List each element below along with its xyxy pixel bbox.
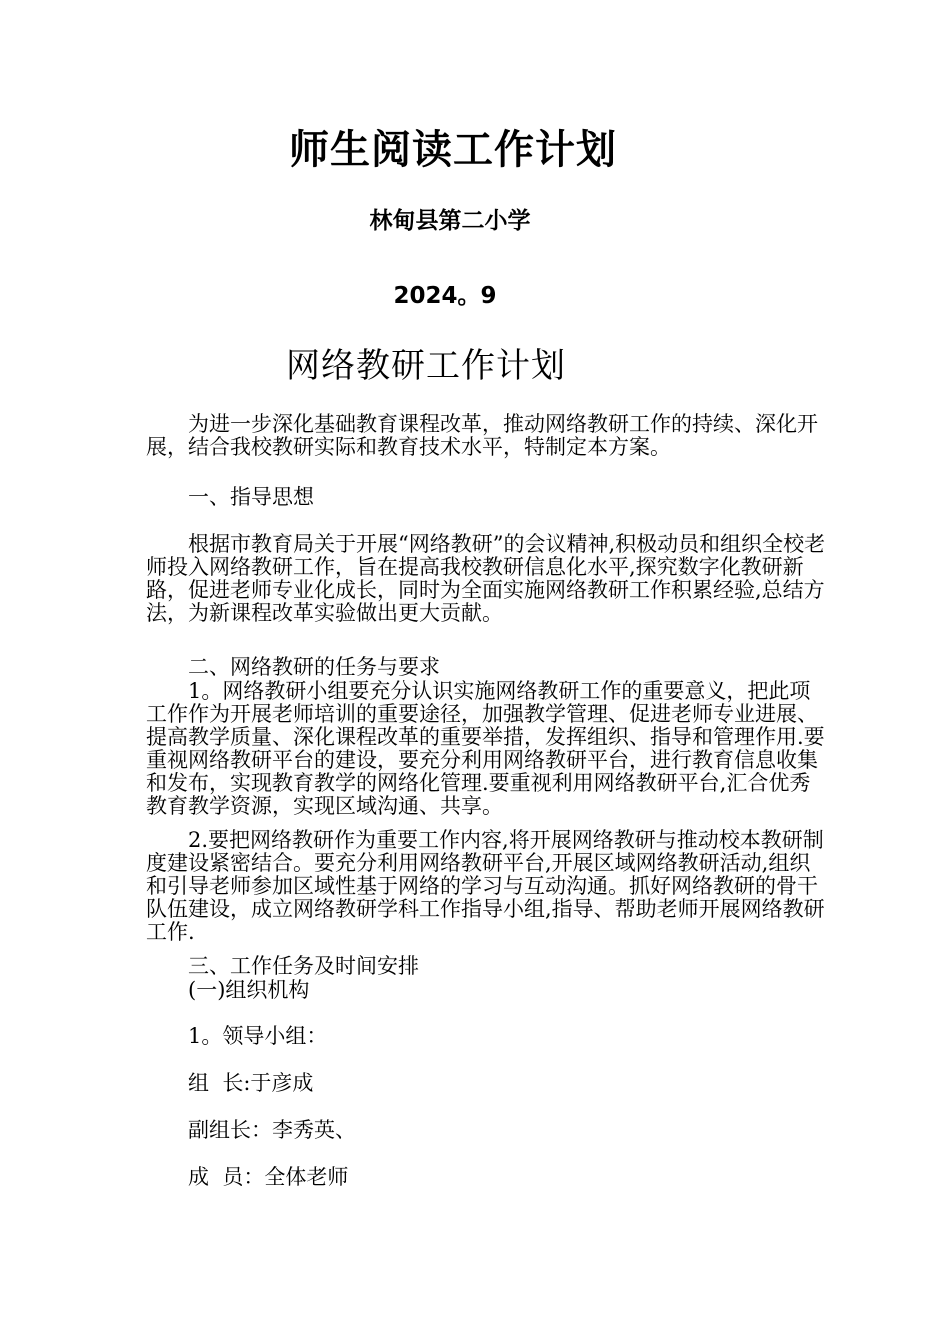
guiding-ideology-paragraph: 根据市教育局关于开展“网络教研”的会议精神,积极动员和组织全校老师投入网络教研工作，旨在提高我校教研信息化水平,探究数字化教研新路，促进老师专业化成长，同时为全面实施网络教研工作积累经验,总结方法，为新课程改革实验做出更大贡献。: [146, 532, 826, 625]
document-title: 师生阅读工作计划: [289, 127, 617, 173]
section-heading-tasks-requirements: 二、网络教研的任务与要求: [188, 655, 440, 679]
section-heading-schedule: 三、工作任务及时间安排: [188, 954, 419, 978]
deputy-leader: 副组长：李秀英、: [188, 1118, 356, 1142]
group-leader: 组 长:于彦成: [188, 1071, 314, 1095]
document-date: 2024。9: [393, 283, 497, 309]
tasks-item-1: 1。网络教研小组要充分认识实施网络教研工作的重要意义，把此项工作作为开展老师培训的重要途径，加强教学管理、促进老师专业进展、提高教学质量、深化课程改革的重要举措，发挥组织、指导和管理作用.要重视网络教研平台的建设，要充分利用网络教研平台，进行教育信息收集和发布，实现教育教学的网络化管理.要重视利用网络教研平台,汇合优秀教育教学资源，实现区域沟通、共享。: [146, 679, 825, 818]
section-heading-guiding-ideology: 一、指导思想: [188, 485, 314, 509]
group-members: 成 员：全体老师: [188, 1165, 349, 1189]
school-name: 林甸县第二小学: [369, 208, 531, 234]
tasks-item-2: 2.要把网络教研作为重要工作内容,将开展网络教研与推动校本教研制度建设紧密结合。要充分利用网络教研平台,开展区域网络教研活动,组织和引导老师参加区域性基于网络的学习与互动沟通。抓好网络教研的骨干队伍建设，成立网络教研学科工作指导小组,指导、帮助老师开展网络教研工作.: [146, 828, 825, 944]
leader-group-label: 1。领导小组：: [188, 1024, 328, 1048]
subsection-organization: (一)组织机构: [188, 978, 310, 1002]
intro-paragraph: 为进一步深化基础教育课程改革，推动网络教研工作的持续、深化开展，结合我校教研实际和教育技术水平，特制定本方案。: [146, 412, 818, 459]
document-subtitle: 网络教研工作计划: [286, 346, 566, 386]
